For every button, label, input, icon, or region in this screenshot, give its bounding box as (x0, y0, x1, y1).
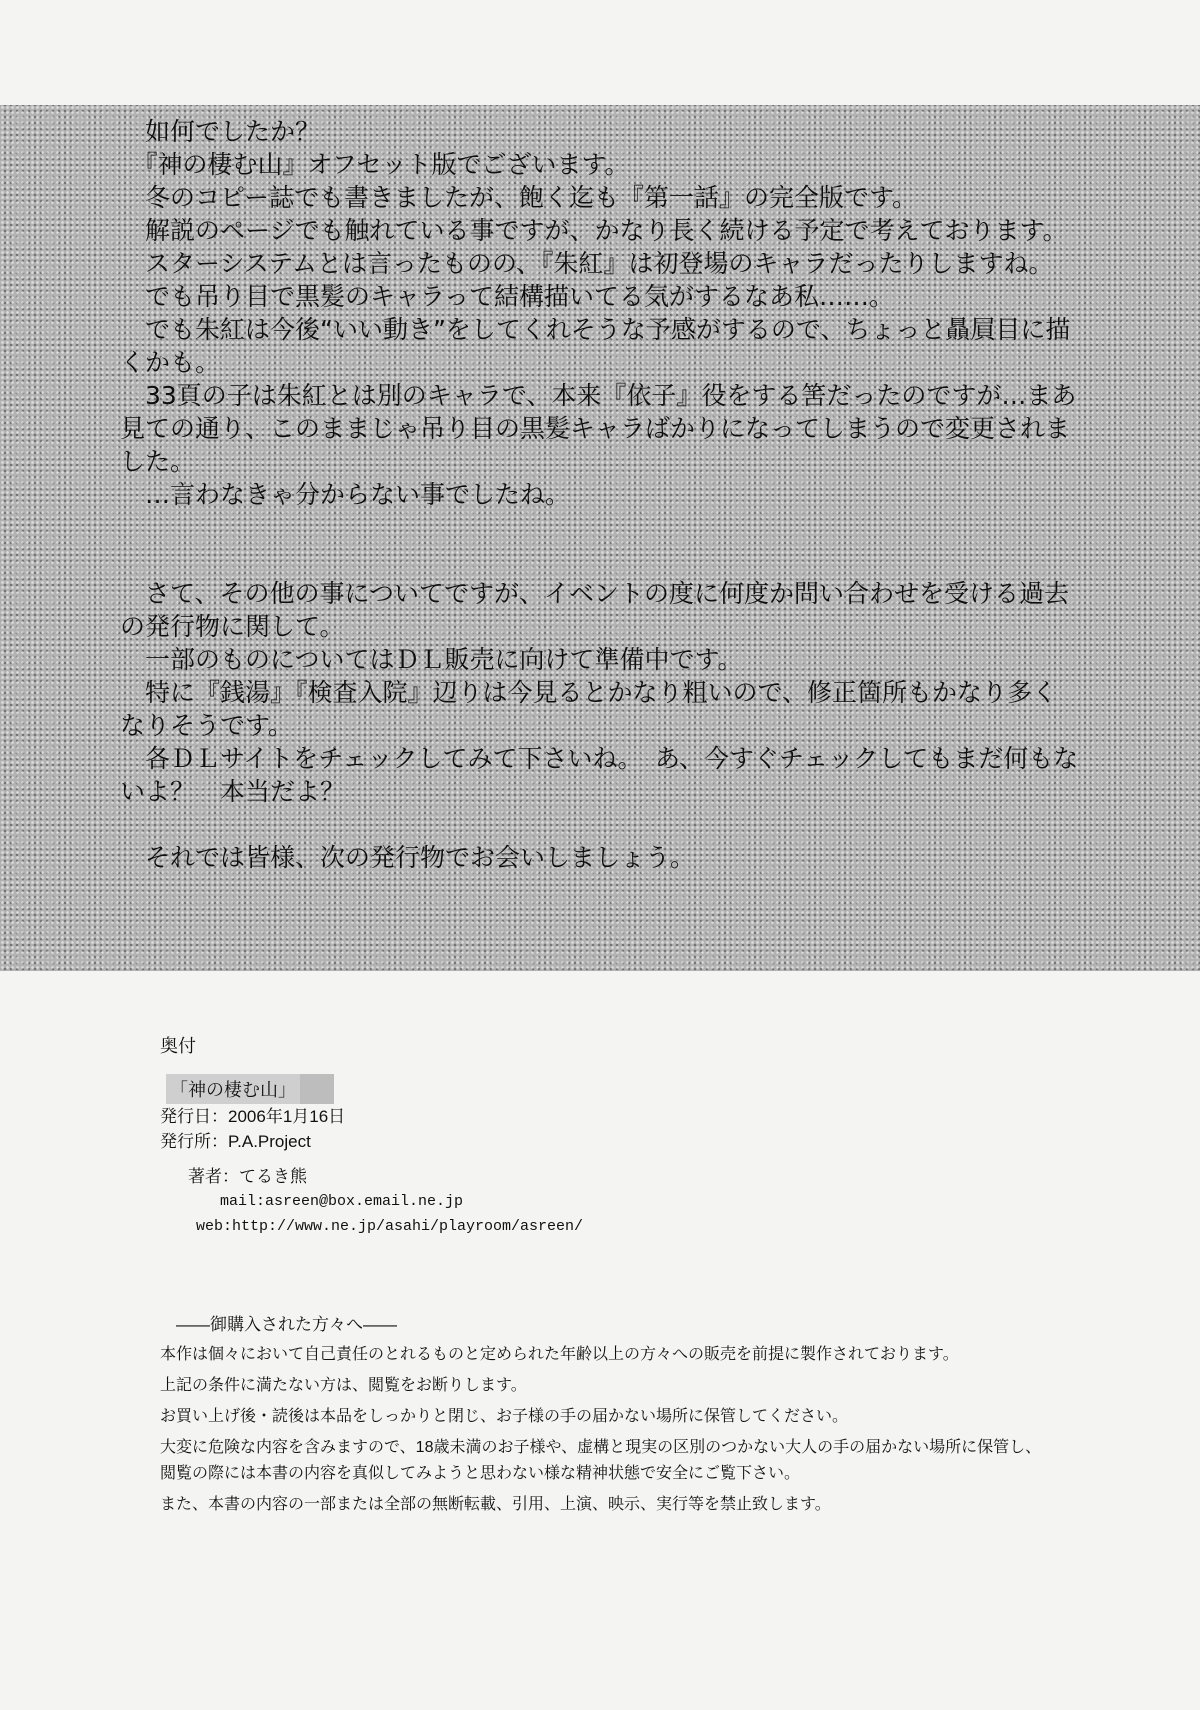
afterword-paragraph: 解説のページでも触れている事ですが、かなり長く続ける予定で考えております。 (120, 216, 1068, 245)
colophon-heading: 奥付 (160, 1036, 196, 1056)
notice-line: 本作は個々において自己責任のとれるものと定められた年齢以上の方々への販売を前提に製作されております。 (160, 1346, 959, 1363)
afterword-paragraph: 冬のコピー誌でも書きましたが、飽く迄も『第一話』の完全版です。 (120, 183, 918, 212)
paragraph-gap (120, 511, 1080, 577)
afterword-panel (0, 105, 1200, 971)
issue-date: 発行日：2006年1月16日 (160, 1107, 346, 1126)
author-mail: mail:asreen@box.email.ne.jp (220, 1193, 464, 1210)
notice-line: また、本書の内容の一部または全部の無断転載、引用、上演、映示、実行等を禁止致します。 (160, 1496, 831, 1513)
afterword-paragraph: 『神の棲む山』オフセット版でございます。 (120, 150, 630, 179)
afterword-paragraph: でも朱紅は今後“いい動き”をしてくれそうな予感がするので、ちょっと贔屓目に描くかも。 (120, 315, 1071, 377)
buyer-notice (160, 1310, 1120, 1526)
afterword-paragraph: それでは皆様、次の発行物でお会いしましょう。 (120, 843, 696, 872)
notice-line: お買い上げ後・読後は本品をしっかりと閉じ、お子様の手の届かない場所に保管してください。 (160, 1408, 849, 1425)
afterword-paragraph: 如何でしたか？ (120, 117, 321, 146)
afterword-paragraph: 特に『銭湯』『検査入院』辺りは今見るとかなり粗いので、修正箇所もかなり多くなりそうです。 (120, 678, 1058, 740)
afterword-paragraph: スターシステムとは言ったものの、『朱紅』は初登場のキャラだったりしますね。 (120, 249, 1054, 278)
notice-line: 大変に危険な内容を含みますので、18歳未満のお子様や、虚構と現実の区別のつかない大人の手の届かない場所に保管し、 (160, 1439, 1042, 1456)
author-web: web:http://www.ne.jp/asahi/playroom/asreen/ (196, 1218, 584, 1235)
paragraph-gap (120, 808, 1080, 841)
afterword-paragraph: さて、その他の事についてですが、イベントの度に何度か問い合わせを受ける過去の発行物に関して。 (120, 579, 1070, 641)
notice-line: 閲覧の際には本書の内容を真似してみようと思わない様な精神状態で安全にご覧下さい。 (160, 1465, 801, 1482)
afterword-paragraph: でも吊り目で黒髪のキャラって結構描いてる気がするなあ私……。 (120, 282, 895, 311)
colophon-title: 「神の棲む山」 (166, 1074, 334, 1104)
afterword-paragraph: …言わなきゃ分からない事でしたね。 (120, 480, 571, 509)
author: 著者：てるき熊 (188, 1167, 307, 1186)
afterword-paragraph: 33頁の子は朱紅とは別のキャラで、本来『依子』役をする筈だったのですが…まあ見ての通り、このままじゃ吊り目の黒髪キャラばかりになってしまうので変更されました。 (120, 381, 1077, 476)
afterword-text (120, 115, 1080, 874)
colophon (160, 1032, 1060, 1239)
afterword-paragraph: 各ＤＬサイトをチェックしてみて下さいね。 あ、今すぐチェックしてもまだ何もないよ？ 本当だよ？ (120, 744, 1079, 806)
notice-heading: ――御購入された方々へ―― (176, 1315, 397, 1334)
publisher: 発行所：P.A.Project (160, 1132, 311, 1151)
notice-line: 上記の条件に満たない方は、閲覧をお断りします。 (160, 1377, 527, 1394)
afterword-paragraph: 一部のものについてはＤＬ販売に向けて準備中です。 (120, 645, 743, 674)
